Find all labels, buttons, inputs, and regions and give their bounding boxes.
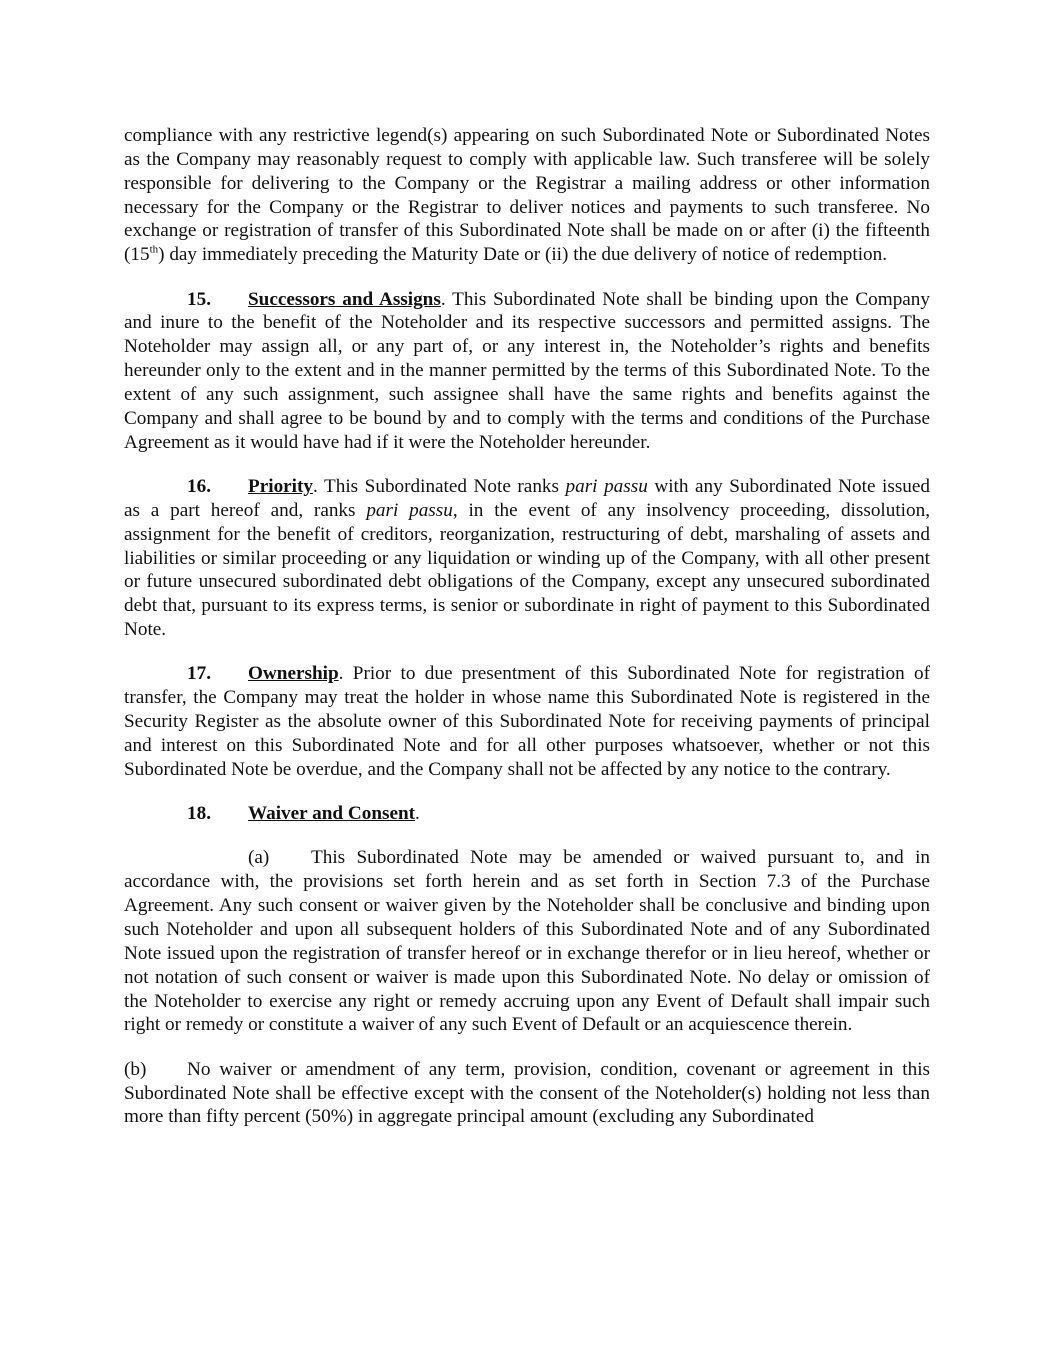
section-title: Successors and Assigns — [248, 288, 441, 310]
section-body: . — [415, 803, 420, 825]
continuation-paragraph — [124, 124, 930, 267]
section-16 — [124, 475, 930, 642]
continuation-text: compliance with any restrictive legend(s) appearing on such Subordinated Note or Subordinated Notes as the Company may reasonably request to comply with applicable law. Such transferee will be solely responsible for delivering to the Company or the Registrar a mailing address or other information necessary for the Company or the Registrar to deliver notices and payments to such transferee. No exchange or registration of transfer of this Subordinated Note shall be made on or after (i) the fifteenth (15 — [124, 125, 930, 266]
paragraph-spacer — [124, 267, 930, 288]
section-17 — [124, 662, 930, 781]
section-number: 17. — [187, 663, 211, 685]
latin-term: pari passu — [366, 499, 453, 521]
subsection-label: (b) — [124, 1058, 147, 1080]
section-body: , in the event of any insolvency proceeding, dissolution, assignment for the benefit of creditors, reorganization, restructuring of debt, marshaling of assets and liabilities or similar proceeding or any liquidation or winding up of the Company, with all other present or future unsecured subordinated debt obligations of the Company, except any unsecured subordinated debt that, pursuant to its express terms, is senior or subordinate in right of payment to this Subordinated Note. — [124, 499, 930, 641]
paragraph-spacer — [124, 1037, 930, 1058]
latin-term: pari passu — [565, 475, 648, 497]
section-15 — [124, 288, 930, 455]
continuation-text-end: ) day immediately preceding the Maturity Date or (ii) the due delivery of notice of redemption. — [158, 244, 888, 266]
document-page — [124, 124, 930, 1129]
paragraph-spacer — [124, 454, 930, 475]
section-number: 18. — [187, 803, 211, 825]
section-18 — [124, 802, 930, 826]
subsection-b — [124, 1058, 930, 1130]
section-body: . Prior to due presentment of this Subordinated Note for registration of transfer, the Company may treat the holder in whose name this Subordinated Note is registered in the Security Register as the absolute owner of this Subordinated Note for receiving payments of principal and interest on this Subordinated Note and for all other purposes whatsoever, whether or not this Subordinated Note be overdue, and the Company shall not be affected by any notice to the contrary. — [124, 663, 930, 780]
section-number: 16. — [187, 475, 211, 497]
section-title: Priority — [248, 475, 313, 497]
subsection-text: This Subordinated Note may be amended or waived pursuant to, and in accordance with, the provisions set forth herein and as set forth in Section 7.3 of the Purchase Agreement. Any such consent or waiver given by the Noteholder shall be conclusive and binding upon such Noteholder and upon all subsequent holders of this Subordinated Note and of any Subordinated Note issued upon the registration of transfer hereof or in exchange therefor or in lieu hereof, whether or not notation of such consent or waiver is made upon this Subordinated Note. No delay or omission of the Noteholder to exercise any right or remedy accruing upon any Event of Default shall impair such right or remedy or constitute a waiver of any such Event of Default or an acquiescence therein. — [124, 847, 930, 1036]
paragraph-spacer — [124, 642, 930, 663]
section-number: 15. — [187, 288, 211, 310]
section-body: . This Subordinated Note ranks — [313, 475, 566, 497]
section-body: with any Subordinated Note issued as a part hereof and, ranks — [124, 475, 930, 521]
section-title: Waiver and Consent — [248, 803, 416, 825]
section-body: . This Subordinated Note shall be binding upon the Company and inure to the benefit of the Noteholder and its respective successors and permitted assigns. The Noteholder may assign all, or any part of, or any interest in, the Noteholder’s rights and benefits hereunder only to the extent and in the manner permitted by the terms of this Subordinated Note. To the extent of any such assignment, such assignee shall have the same rights and benefits against the Company and shall agree to be bound by and to comply with the terms and conditions of the Purchase Agreement as it would have had if it were the Noteholder hereunder. — [124, 288, 930, 453]
section-title: Ownership — [248, 663, 339, 685]
subsection-text: No waiver or amendment of any term, provision, condition, covenant or agreement in this Subordinated Note shall be effective except with the consent of the Noteholder(s) holding not less than more than fifty percent (50%) in aggregate principal amount (excluding any Subordinated — [124, 1058, 930, 1128]
paragraph-spacer — [124, 782, 930, 803]
ordinal-superscript: th — [149, 243, 159, 256]
subsection-label: (a) — [248, 847, 270, 869]
paragraph-spacer — [124, 826, 930, 847]
subsection-a — [124, 846, 930, 1037]
